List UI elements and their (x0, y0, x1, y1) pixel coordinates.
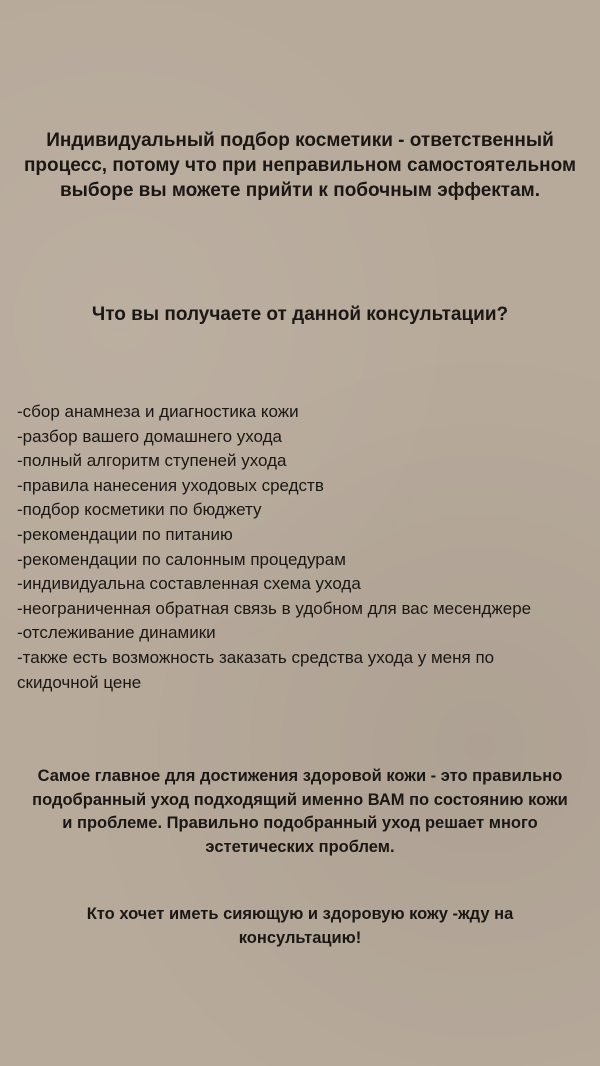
list-item: -полный алгоритм ступеней ухода (17, 451, 287, 471)
list-item: -отслеживание динамики (17, 623, 216, 643)
list-item: -также есть возможность заказать средства ухода у меня по скидочной цене (17, 647, 495, 692)
list-item: -разбор вашего домашнего ухода (17, 426, 283, 446)
list-item: -индивидуальна составленная схема ухода (17, 574, 361, 594)
benefits-list (17, 400, 577, 695)
list-item: -неограниченная обратная связь в удобном для вас месенджере (17, 598, 532, 618)
consultation-question-heading: Что вы получаете от данной консультации? (91, 304, 509, 325)
list-item: -рекомендации по питанию (17, 524, 233, 544)
intro-text: Индивидуальный подбор косметики - ответственный процесс, потому что при неправильном самостоятельном выборе вы можете прийти к побочным эффектам. (23, 130, 577, 201)
list-item: -подбор косметики по бюджету (17, 500, 262, 520)
main-point-text: Самое главное для достижения здоровой кожи - это правильно подобранный уход подходящий именно ВАМ по состоянию кожи и проблеме. Правильно подобранный уход решает много эстетических проблем. (32, 767, 568, 856)
list-item: -правила нанесения уходовых средств (17, 475, 324, 495)
call-to-action-text: Кто хочет иметь сияющую и здоровую кожу -жду на консультацию! (86, 905, 514, 947)
list-item: -сбор анамнеза и диагностика кожи (17, 402, 299, 421)
list-item: -рекомендации по салонным процедурам (17, 549, 346, 569)
